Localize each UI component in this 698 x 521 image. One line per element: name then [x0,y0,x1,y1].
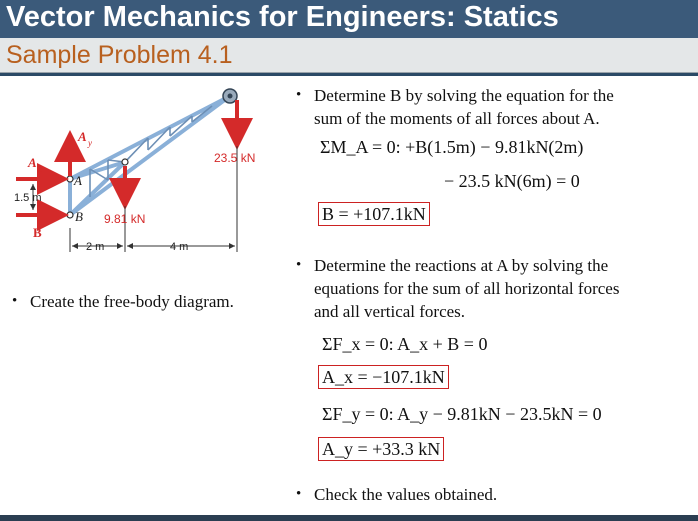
result-b-box: B = +107.1kN [318,202,430,226]
bullet1-line1: Determine B by solving the equation for the [314,86,614,105]
bullet-fbd-text: Create the free-body diagram. [30,292,234,311]
result-ax-box: A_x = −107.1kN [318,365,449,389]
title-bar [0,0,698,38]
bullet-dot: • [296,87,302,103]
pin-a-label: A [74,173,82,188]
ax-sub: x [38,164,42,174]
ay-sub: y [88,138,92,148]
bullet3-text: Check the values obtained. [314,485,498,504]
bullet-dot: • [296,486,302,502]
ay-label: A [78,129,87,144]
dim-2m-label: 2 m [86,241,105,253]
dimension-lines [33,146,237,252]
free-body-diagram [0,76,290,276]
fy-equation: ΣF_y = 0: A_y − 9.81kN − 23.5kN = 0 [322,404,602,424]
ax-label: A [28,155,37,170]
fx-equation: ΣF_x = 0: A_x + B = 0 [322,334,488,354]
subtitle-bar [0,38,698,73]
bullet2-line3: and all vertical forces. [314,302,466,321]
moment-equation-line2: − 23.5 kN(6m) = 0 [444,171,580,191]
force-top-label: 23.5 kN [214,151,256,165]
bullet-dot: • [12,293,18,309]
force-b-label: B [33,225,42,240]
moment-equation-line1: ΣM_A = 0: +B(1.5m) − 9.81kN(2m) [320,137,584,157]
force-mid-label: 9.81 kN [104,212,146,226]
bottom-bar [0,515,698,521]
bullet-dot: • [296,257,302,273]
bullet2-line1: Determine the reactions at A by solving the [314,256,609,275]
dim-4m-label: 4 m [170,241,189,253]
truss [70,96,230,215]
bullet2-line2: equations for the sum of all horizontal forces [314,279,620,298]
slide-title: Vector Mechanics for Engineers: Statics [6,1,559,33]
truss-web [90,106,212,197]
slide-subtitle: Sample Problem 4.1 [6,41,233,69]
pin-b-label: B [75,209,83,224]
dim-vertical-label: 1.5 m [14,192,42,204]
result-ay-box: A_y = +33.3 kN [318,437,444,461]
bullet1-line2: sum of the moments of all forces about A. [314,109,600,128]
